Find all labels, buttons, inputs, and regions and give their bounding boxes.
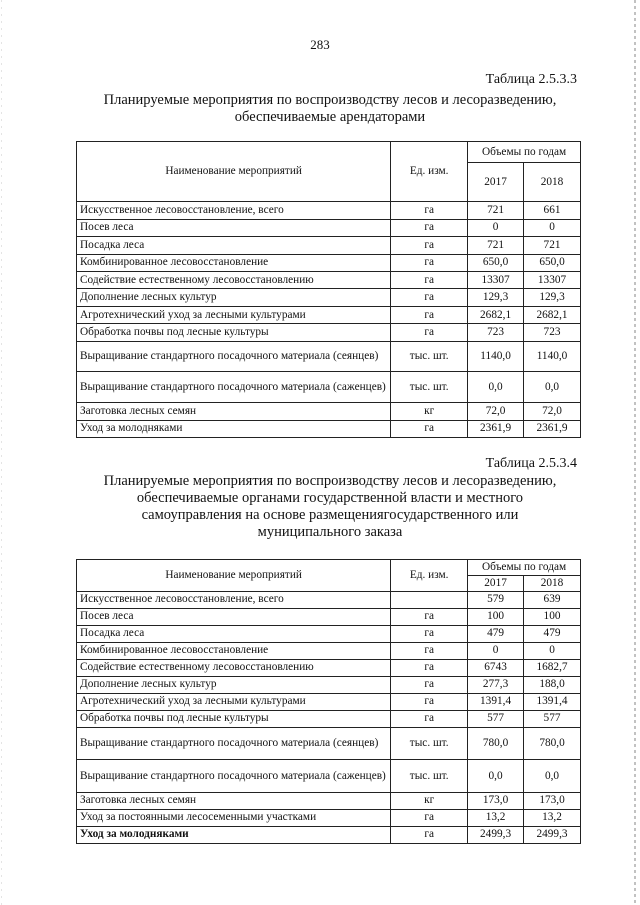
table-row xyxy=(77,809,581,826)
cell-unit: га xyxy=(391,306,468,323)
cell-name: Дополнение лесных культур xyxy=(77,289,391,306)
cell-2018: 0,0 xyxy=(524,372,581,403)
cell-2018: 13307 xyxy=(524,272,581,289)
table1-header-unit: Ед. изм. xyxy=(391,142,468,202)
table-row xyxy=(77,659,581,676)
cell-2018: 723 xyxy=(524,324,581,341)
cell-2017: 13307 xyxy=(468,272,524,289)
table2-header-year-2018: 2018 xyxy=(524,575,581,591)
cell-name: Агротехнический уход за лесными культурами xyxy=(77,306,391,323)
table2-title-line: обеспечиваемые органами государственной власти и местного xyxy=(136,490,524,506)
table2-title xyxy=(80,473,580,541)
table-row xyxy=(77,403,581,420)
table1 xyxy=(76,141,581,438)
cell-unit: га xyxy=(391,809,468,826)
cell-2018: 661 xyxy=(524,202,581,219)
cell-2017: 1391,4 xyxy=(468,693,524,710)
table1-header-year-2018: 2018 xyxy=(524,163,581,202)
cell-name: Комбинированное лесовосстановление xyxy=(77,642,391,659)
table2-label: Таблица 2.5.3.4 xyxy=(485,456,577,471)
cell-name: Искусственное лесовосстановление, всего xyxy=(77,591,391,608)
table-row xyxy=(77,219,581,236)
table-row xyxy=(77,372,581,403)
cell-unit: кг xyxy=(391,792,468,809)
cell-name: Агротехнический уход за лесными культурами xyxy=(77,693,391,710)
cell-2017: 721 xyxy=(468,237,524,254)
table-row xyxy=(77,202,581,219)
cell-2018: 129,3 xyxy=(524,289,581,306)
cell-name: Заготовка лесных семян xyxy=(77,403,391,420)
table2-title-line: самоуправления на основе размещениягосударственного или xyxy=(141,507,519,523)
table-row xyxy=(77,254,581,271)
table-row xyxy=(77,272,581,289)
table-row xyxy=(77,625,581,642)
table-row xyxy=(77,710,581,727)
cell-2017: 0 xyxy=(468,219,524,236)
cell-2018: 1391,4 xyxy=(524,693,581,710)
cell-unit: га xyxy=(391,324,468,341)
table-row xyxy=(77,760,581,793)
cell-2017: 0,0 xyxy=(468,372,524,403)
cell-2018: 780,0 xyxy=(524,727,581,760)
cell-2017: 723 xyxy=(468,324,524,341)
table-row xyxy=(77,826,581,843)
cell-2017: 100 xyxy=(468,608,524,625)
table1-header-name: Наименование мероприятий xyxy=(77,142,391,202)
cell-2017: 579 xyxy=(468,591,524,608)
cell-unit: га xyxy=(391,289,468,306)
cell-name: Искусственное лесовосстановление, всего xyxy=(77,202,391,219)
cell-2018: 100 xyxy=(524,608,581,625)
cell-name: Выращивание стандартного посадочного материала (саженцев) xyxy=(77,760,391,793)
table1-header-volumes: Объемы по годам xyxy=(468,142,581,163)
table2-body xyxy=(77,591,581,843)
cell-unit: кг xyxy=(391,403,468,420)
cell-unit: га xyxy=(391,625,468,642)
cell-2018: 577 xyxy=(524,710,581,727)
table2-header-unit: Ед. изм. xyxy=(391,560,468,592)
cell-name: Дополнение лесных культур xyxy=(77,676,391,693)
table-row xyxy=(77,608,581,625)
cell-unit: га xyxy=(391,642,468,659)
cell-unit: га xyxy=(391,420,468,438)
cell-2017: 72,0 xyxy=(468,403,524,420)
cell-unit: га xyxy=(391,826,468,843)
table2-title-line: муниципального заказа xyxy=(257,524,403,540)
cell-unit: га xyxy=(391,676,468,693)
table-row xyxy=(77,306,581,323)
cell-name: Выращивание стандартного посадочного материала (саженцев) xyxy=(77,372,391,403)
table1-title-line: Планируемые мероприятия по воспроизводству лесов и лесоразведению, xyxy=(103,92,557,108)
table-row xyxy=(77,792,581,809)
cell-2017: 2361,9 xyxy=(468,420,524,438)
cell-2017: 0,0 xyxy=(468,760,524,793)
cell-unit: тыс. шт. xyxy=(391,372,468,403)
table2-header-name: Наименование мероприятий xyxy=(77,560,391,592)
cell-2018: 72,0 xyxy=(524,403,581,420)
cell-2018: 173,0 xyxy=(524,792,581,809)
cell-2017: 650,0 xyxy=(468,254,524,271)
cell-2017: 2682,1 xyxy=(468,306,524,323)
table-row xyxy=(77,324,581,341)
cell-2018: 0,0 xyxy=(524,760,581,793)
cell-name: Заготовка лесных семян xyxy=(77,792,391,809)
table1-body xyxy=(77,202,581,438)
cell-name: Уход за постоянными лесосеменными участками xyxy=(77,809,391,826)
scan-edge-left xyxy=(1,0,2,905)
cell-2018: 639 xyxy=(524,591,581,608)
cell-2017: 0 xyxy=(468,642,524,659)
cell-name: Содействие естественному лесовосстановлению xyxy=(77,659,391,676)
table-row xyxy=(77,420,581,438)
cell-name: Содействие естественному лесовосстановлению xyxy=(77,272,391,289)
cell-unit: га xyxy=(391,608,468,625)
table-row xyxy=(77,676,581,693)
cell-2017: 13,2 xyxy=(468,809,524,826)
cell-2018: 1140,0 xyxy=(524,341,581,372)
cell-2018: 2499,3 xyxy=(524,826,581,843)
cell-2017: 780,0 xyxy=(468,727,524,760)
cell-unit: га xyxy=(391,237,468,254)
cell-unit: тыс. шт. xyxy=(391,341,468,372)
table-row xyxy=(77,341,581,372)
cell-2018: 0 xyxy=(524,642,581,659)
cell-2018: 2361,9 xyxy=(524,420,581,438)
cell-2018: 188,0 xyxy=(524,676,581,693)
table-row xyxy=(77,237,581,254)
page-number: 283 xyxy=(310,37,330,52)
table2 xyxy=(76,559,581,844)
cell-name: Выращивание стандартного посадочного материала (сеянцев) xyxy=(77,341,391,372)
cell-2017: 479 xyxy=(468,625,524,642)
cell-2018: 1682,7 xyxy=(524,659,581,676)
table-row xyxy=(77,289,581,306)
scan-edge-right xyxy=(634,0,636,905)
table1-title-line: обеспечиваемые арендаторами xyxy=(234,109,426,125)
cell-unit: тыс. шт. xyxy=(391,727,468,760)
table2-title-line: Планируемые мероприятия по воспроизводству лесов и лесоразведению, xyxy=(103,473,557,489)
cell-2018: 13,2 xyxy=(524,809,581,826)
table-row xyxy=(77,727,581,760)
cell-2017: 173,0 xyxy=(468,792,524,809)
cell-unit: га xyxy=(391,693,468,710)
cell-name: Посадка леса xyxy=(77,625,391,642)
table2-header-year-2017: 2017 xyxy=(468,575,524,591)
table2-header-volumes: Объемы по годам xyxy=(468,560,581,576)
cell-2017: 6743 xyxy=(468,659,524,676)
cell-2017: 129,3 xyxy=(468,289,524,306)
cell-2017: 721 xyxy=(468,202,524,219)
cell-unit: га xyxy=(391,202,468,219)
table-row xyxy=(77,693,581,710)
cell-name: Уход за молодняками xyxy=(77,420,391,438)
cell-name: Посадка леса xyxy=(77,237,391,254)
cell-unit xyxy=(391,591,468,608)
cell-2017: 577 xyxy=(468,710,524,727)
cell-unit: га xyxy=(391,710,468,727)
cell-unit: га xyxy=(391,659,468,676)
cell-2018: 650,0 xyxy=(524,254,581,271)
cell-unit: га xyxy=(391,254,468,271)
cell-name: Обработка почвы под лесные культуры xyxy=(77,324,391,341)
cell-name: Посев леса xyxy=(77,219,391,236)
cell-2018: 721 xyxy=(524,237,581,254)
table-row xyxy=(77,591,581,608)
cell-unit: тыс. шт. xyxy=(391,760,468,793)
cell-2018: 0 xyxy=(524,219,581,236)
cell-name: Комбинированное лесовосстановление xyxy=(77,254,391,271)
cell-name: Выращивание стандартного посадочного материала (сеянцев) xyxy=(77,727,391,760)
cell-name: Обработка почвы под лесные культуры xyxy=(77,710,391,727)
cell-2018: 2682,1 xyxy=(524,306,581,323)
cell-2017: 2499,3 xyxy=(468,826,524,843)
cell-2017: 277,3 xyxy=(468,676,524,693)
table1-label: Таблица 2.5.3.3 xyxy=(485,72,577,87)
cell-2018: 479 xyxy=(524,625,581,642)
cell-2017: 1140,0 xyxy=(468,341,524,372)
table1-header-year-2017: 2017 xyxy=(468,163,524,202)
cell-name: Посев леса xyxy=(77,608,391,625)
table1-title xyxy=(80,92,580,126)
cell-unit: га xyxy=(391,272,468,289)
cell-unit: га xyxy=(391,219,468,236)
table-row xyxy=(77,642,581,659)
cell-name: Уход за молодняками xyxy=(77,826,391,843)
